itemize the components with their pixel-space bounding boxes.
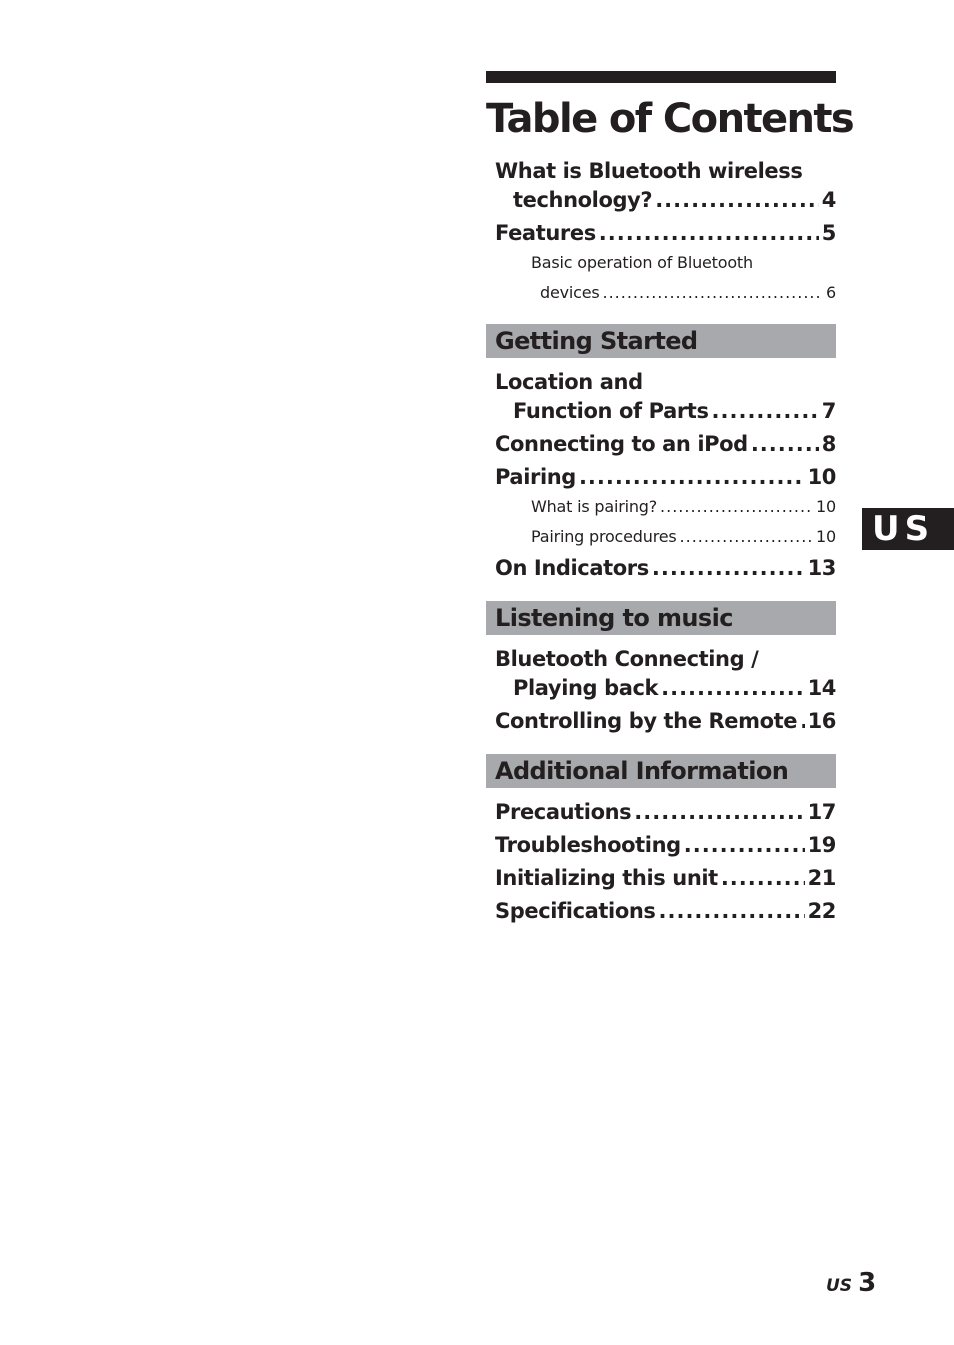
toc-entry-title: Features [495, 221, 596, 245]
toc-entry-title: Function of Parts [513, 399, 709, 423]
toc-entry-title: Bluetooth Connecting / [495, 647, 759, 671]
dot-leader [661, 674, 804, 703]
toc-entry[interactable] [486, 674, 836, 703]
toc-page-number: 13 [807, 556, 836, 580]
dot-leader [655, 186, 819, 215]
dot-leader [680, 524, 814, 550]
toc-entry-title: Pairing procedures [531, 527, 677, 546]
toc-entry-title: What is Bluetooth wireless [495, 159, 803, 183]
toc-entry[interactable] [486, 397, 836, 426]
toc-entry-title: Troubleshooting [495, 833, 681, 857]
toc-entry-title: Location and [495, 370, 643, 394]
toc-page-number: 4 [821, 188, 836, 212]
toc-entry[interactable] [486, 219, 836, 248]
toc-subentry[interactable] [486, 494, 836, 520]
toc-entry-title: devices [540, 283, 600, 302]
toc-entry-title: Initializing this unit [495, 866, 718, 890]
toc-entry[interactable] [486, 554, 836, 583]
toc-page-number: 17 [807, 800, 836, 824]
dot-leader [721, 864, 805, 893]
dot-leader [684, 831, 805, 860]
toc-page-number: 21 [807, 866, 836, 890]
toc-subentry[interactable] [486, 280, 836, 306]
toc-page-number: 10 [816, 527, 836, 546]
toc-entry-title: technology? [513, 188, 653, 212]
toc-entry[interactable] [486, 897, 836, 926]
toc-entry-title: Basic operation of Bluetooth [531, 253, 753, 272]
dot-leader [712, 397, 819, 426]
toc-page-number: 8 [821, 432, 836, 456]
dot-leader [659, 897, 805, 926]
toc-entry-title: Connecting to an iPod [495, 432, 748, 456]
toc-entry[interactable] [486, 707, 836, 736]
toc-entry-title: Specifications [495, 899, 656, 923]
toc-entry[interactable] [486, 798, 836, 827]
toc-entry-line[interactable] [486, 645, 836, 674]
dot-leader [652, 554, 805, 583]
section-heading-getting-started: Getting Started [486, 324, 836, 358]
section-heading-additional-information: Additional Information [486, 754, 836, 788]
page-title: Table of Contents [486, 96, 854, 142]
toc-subentry-line[interactable] [486, 250, 836, 276]
section-heading-listening-to-music: Listening to music [486, 601, 836, 635]
dot-leader [603, 280, 824, 306]
toc-page-number: 10 [807, 465, 836, 489]
toc-page-number: 22 [807, 899, 836, 923]
toc-entry[interactable] [486, 864, 836, 893]
toc-subentry[interactable] [486, 524, 836, 550]
dot-leader [660, 494, 813, 520]
footer-language-code: US [826, 1276, 853, 1296]
dot-leader [800, 707, 804, 736]
language-side-tab: US [862, 508, 954, 550]
toc-entry-title: Pairing [495, 465, 576, 489]
toc-entry[interactable] [486, 430, 836, 459]
toc-entry-title: On Indicators [495, 556, 649, 580]
section-entries [486, 368, 836, 583]
toc-page-number: 16 [807, 709, 836, 733]
table-of-contents [486, 71, 854, 926]
toc-entry-title: What is pairing? [531, 497, 658, 516]
intro-entries [486, 157, 836, 306]
title-rule [486, 71, 836, 83]
toc-entry[interactable] [486, 186, 836, 215]
page-number: 3 [858, 1268, 877, 1298]
dot-leader [579, 463, 805, 492]
toc-entry[interactable] [486, 831, 836, 860]
dot-leader [751, 430, 819, 459]
toc-page-number: 19 [807, 833, 836, 857]
toc-entry-line[interactable] [486, 368, 836, 397]
toc-entry-title: Controlling by the Remote [495, 709, 798, 733]
toc-entry[interactable] [486, 463, 836, 492]
toc-entry-line[interactable] [486, 157, 836, 186]
toc-entry-title: Precautions [495, 800, 632, 824]
toc-page-number: 6 [826, 283, 836, 302]
section-entries [486, 798, 836, 926]
toc-page-number: 10 [816, 497, 836, 516]
dot-leader [599, 219, 819, 248]
toc-entry-title: Playing back [513, 676, 659, 700]
page-footer [826, 1268, 876, 1298]
section-entries [486, 645, 836, 736]
dot-leader [634, 798, 804, 827]
toc-page-number: 5 [821, 221, 836, 245]
toc-page-number: 14 [807, 676, 836, 700]
toc-page-number: 7 [821, 399, 836, 423]
